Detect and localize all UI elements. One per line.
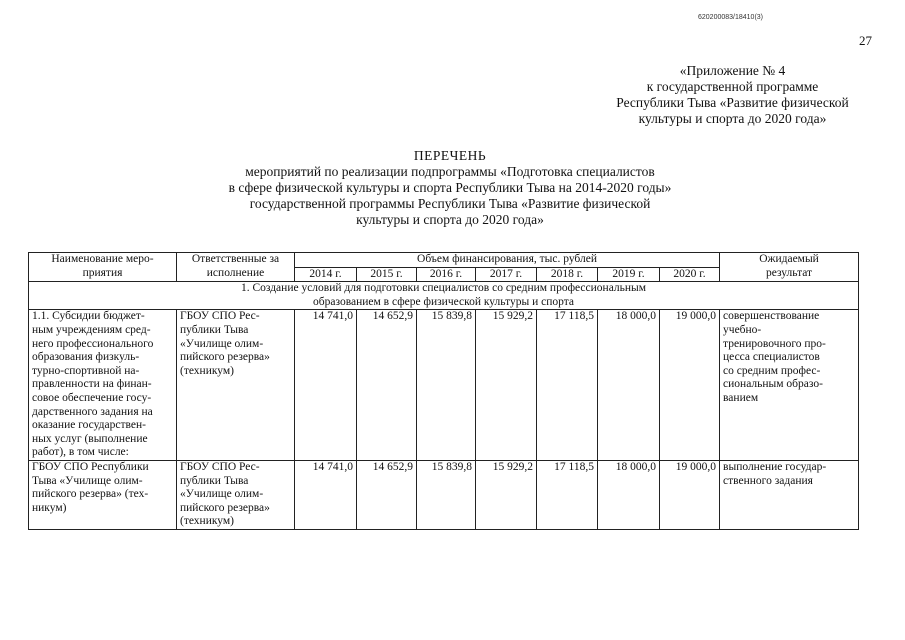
cell-value: 15 839,8 — [417, 310, 476, 461]
year-header: 2016 г. — [417, 267, 476, 282]
header-text: результат — [765, 266, 813, 279]
cell-text: правленности на финан- — [32, 378, 152, 391]
cell-text: ГБОУ СПО Рес- — [180, 310, 260, 323]
cell-responsible — [177, 310, 295, 461]
appendix-line: Республики Тыва «Развитие физической — [616, 95, 849, 110]
header-responsible — [177, 253, 295, 282]
section-title — [29, 282, 859, 310]
cell-name — [29, 310, 177, 461]
cell-result — [720, 460, 859, 529]
cell-name — [29, 460, 177, 529]
cell-value: 14 741,0 — [295, 460, 357, 529]
year-header: 2017 г. — [476, 267, 537, 282]
cell-responsible — [177, 460, 295, 529]
title-line: государственной программы Республики Тыва «Развитие физической — [249, 196, 651, 211]
cell-text: никум) — [32, 501, 67, 514]
cell-text: публики Тыва — [180, 323, 249, 336]
header-result — [720, 253, 859, 282]
section-text: образованием в сфере физической культуры и спорта — [313, 295, 574, 308]
cell-value: 17 118,5 — [537, 310, 598, 461]
header-text: Ответственные за — [191, 253, 280, 265]
cell-text: выполнение государ- — [723, 460, 827, 473]
header-text: Ожидаемый — [759, 253, 819, 265]
cell-text: ным учреждениям сред- — [32, 323, 151, 336]
cell-text: 1.1. Субсидии бюджет- — [32, 310, 145, 323]
cell-text: «Училище олим- — [180, 488, 264, 501]
header-text: исполнение — [206, 266, 265, 279]
cell-text: со средним профес- — [723, 364, 821, 377]
cell-value: 14 652,9 — [357, 310, 417, 461]
year-header: 2019 г. — [598, 267, 660, 282]
title-line: культуры и спорта до 2020 года» — [356, 212, 544, 227]
cell-text: образования физкуль- — [32, 351, 140, 364]
cell-text: тренировочного про- — [723, 337, 826, 350]
cell-value: 14 741,0 — [295, 310, 357, 461]
table-row — [29, 310, 859, 461]
cell-value: 18 000,0 — [598, 310, 660, 461]
appendix-line: «Приложение № 4 — [679, 63, 786, 78]
section-row — [29, 282, 859, 310]
cell-text: пийского резерва» — [180, 351, 270, 364]
cell-value: 15 929,2 — [476, 460, 537, 529]
document-code: 620200083/18410(3) — [698, 14, 764, 21]
header-name — [29, 253, 177, 282]
appendix-note — [560, 63, 905, 127]
cell-text: оказание государствен- — [32, 419, 146, 432]
measures-table — [28, 252, 859, 530]
cell-text: совершенствование — [723, 310, 820, 323]
cell-text: ственного задания — [723, 474, 813, 487]
cell-text: сиональным образо- — [723, 378, 823, 391]
appendix-line: к государственной программе — [646, 79, 819, 94]
cell-text: (техникум) — [180, 364, 234, 377]
year-header: 2015 г. — [357, 267, 417, 282]
cell-text: ных услуг (выполнение — [32, 432, 148, 445]
cell-text: пийского резерва» — [180, 501, 270, 514]
cell-text: работ), в том числе: — [32, 446, 129, 459]
year-header: 2014 г. — [295, 267, 357, 282]
cell-text: учебно- — [723, 323, 762, 336]
cell-value: 19 000,0 — [660, 460, 720, 529]
cell-text: пийского резерва» (тех- — [32, 488, 149, 501]
cell-result — [720, 310, 859, 461]
cell-text: ГБОУ СПО Республики — [32, 460, 149, 473]
cell-text: турно-спортивной на- — [32, 364, 140, 377]
cell-text: дарственного задания на — [32, 405, 153, 418]
header-text: Наименование меро- — [51, 253, 154, 265]
cell-value: 15 929,2 — [476, 310, 537, 461]
cell-text: ГБОУ СПО Рес- — [180, 460, 260, 473]
header-funding: Объем финансирования, тыс. рублей — [295, 253, 720, 268]
cell-text: совое обеспечение госу- — [32, 391, 152, 404]
cell-text: него профессионального — [32, 337, 154, 350]
year-header: 2020 г. — [660, 267, 720, 282]
cell-text: (техникум) — [180, 515, 234, 528]
cell-text: ванием — [723, 391, 759, 404]
title-line: мероприятий по реализации подпрограммы «Подготовка специалистов — [245, 164, 655, 179]
cell-value: 17 118,5 — [537, 460, 598, 529]
table-header-row — [29, 253, 859, 268]
cell-value: 15 839,8 — [417, 460, 476, 529]
document-title — [160, 148, 740, 228]
section-text: 1. Создание условий для подготовки специалистов со средним профессиональным — [240, 282, 647, 295]
title-line: в сфере физической культуры и спорта Республики Тыва на 2014-2020 годы» — [228, 180, 672, 195]
year-header: 2018 г. — [537, 267, 598, 282]
cell-value: 19 000,0 — [660, 310, 720, 461]
header-text: приятия — [82, 266, 123, 279]
page-number: 27 — [859, 33, 872, 48]
cell-text: Тыва «Училище олим- — [32, 474, 143, 487]
cell-value: 18 000,0 — [598, 460, 660, 529]
cell-text: публики Тыва — [180, 474, 249, 487]
appendix-line: культуры и спорта до 2020 года» — [638, 111, 827, 126]
title-heading: ПЕРЕЧЕНЬ — [413, 148, 487, 163]
cell-text: «Училище олим- — [180, 337, 264, 350]
cell-text: цесса специалистов — [723, 351, 820, 364]
cell-value: 14 652,9 — [357, 460, 417, 529]
table-row — [29, 460, 859, 529]
